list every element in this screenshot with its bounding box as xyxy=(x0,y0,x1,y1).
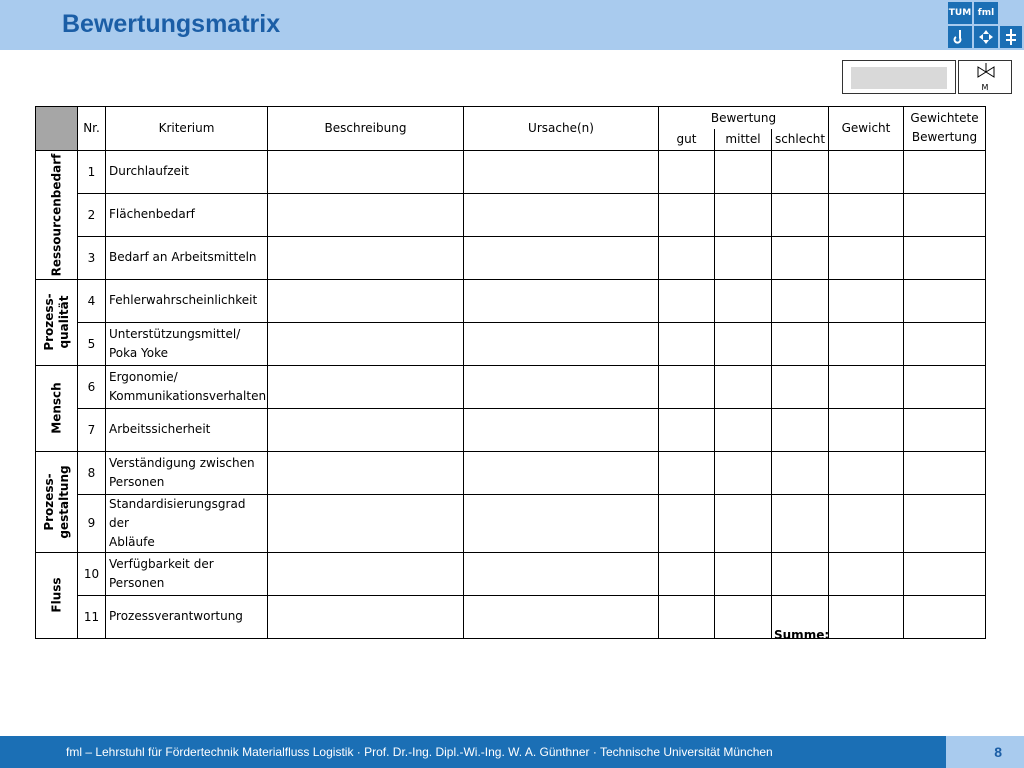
cell-gut[interactable] xyxy=(659,150,715,193)
cell-gewichtete[interactable] xyxy=(904,236,986,279)
row-kriterium: Ergonomie/ Kommunikationsverhalten xyxy=(106,365,268,408)
cell-beschreibung[interactable] xyxy=(268,322,464,365)
row-nr: 10 xyxy=(78,552,106,595)
header-mittel: mittel xyxy=(715,129,772,150)
cell-schlecht[interactable] xyxy=(772,322,829,365)
cell-ursache[interactable] xyxy=(464,322,659,365)
cell-beschreibung[interactable] xyxy=(268,408,464,451)
cell-beschreibung[interactable] xyxy=(268,365,464,408)
header-bewertung: Bewertung xyxy=(659,107,829,130)
cell-beschreibung[interactable] xyxy=(268,552,464,595)
cell-gewicht[interactable] xyxy=(829,552,904,595)
header-gewichtete-line2: Bewertung xyxy=(911,130,978,145)
cell-gewichtete[interactable] xyxy=(904,193,986,236)
valve-icon xyxy=(959,61,1013,85)
summe-label: Summe: xyxy=(774,628,830,642)
page-title: Bewertungsmatrix xyxy=(62,10,281,38)
row-kriterium: Durchlaufzeit xyxy=(106,150,268,193)
cell-schlecht[interactable] xyxy=(772,150,829,193)
level-icon xyxy=(1000,26,1022,48)
row-nr: 9 xyxy=(78,494,106,552)
group-prozessgestaltung: Prozess- gestaltung xyxy=(36,451,78,552)
row-kriterium: Arbeitssicherheit xyxy=(106,408,268,451)
row-kriterium: Prozessverantwortung xyxy=(106,595,268,638)
cell-beschreibung[interactable] xyxy=(268,236,464,279)
row-nr: 2 xyxy=(78,193,106,236)
group-mensch: Mensch xyxy=(36,365,78,451)
cell-ursache[interactable] xyxy=(464,451,659,494)
cell-gewicht[interactable] xyxy=(829,322,904,365)
cell-mittel[interactable] xyxy=(715,595,772,638)
row-nr: 1 xyxy=(78,150,106,193)
cell-ursache[interactable] xyxy=(464,365,659,408)
header-gewichtete-line1: Gewichtete xyxy=(910,111,979,126)
cell-gewichtete[interactable] xyxy=(904,552,986,595)
cell-gewichtete[interactable] xyxy=(904,322,986,365)
cell-gut[interactable] xyxy=(659,595,715,638)
cell-gewichtete[interactable] xyxy=(904,451,986,494)
cell-schlecht[interactable] xyxy=(772,494,829,552)
cell-gewicht[interactable] xyxy=(829,408,904,451)
page-number-box xyxy=(946,736,1024,768)
hook-icon xyxy=(948,26,972,48)
cell-mittel[interactable] xyxy=(715,494,772,552)
header-gewicht: Gewicht xyxy=(829,107,904,151)
cell-gewichtete[interactable] xyxy=(904,595,986,638)
header-gut: gut xyxy=(659,129,715,150)
cell-schlecht[interactable] xyxy=(772,193,829,236)
row-nr: 4 xyxy=(78,279,106,322)
cell-ursache[interactable] xyxy=(464,552,659,595)
cell-beschreibung[interactable] xyxy=(268,494,464,552)
cell-ursache[interactable] xyxy=(464,408,659,451)
cell-gewichtete[interactable] xyxy=(904,408,986,451)
cell-gut[interactable] xyxy=(659,279,715,322)
cell-gut[interactable] xyxy=(659,365,715,408)
group-prozessqualitaet: Prozess- qualität xyxy=(36,279,78,365)
symbol-label: M xyxy=(981,83,989,92)
cell-mittel[interactable] xyxy=(715,322,772,365)
row-nr: 7 xyxy=(78,408,106,451)
cell-schlecht[interactable] xyxy=(772,552,829,595)
evaluation-matrix xyxy=(35,106,986,639)
cell-mittel[interactable] xyxy=(715,193,772,236)
cell-beschreibung[interactable] xyxy=(268,595,464,638)
cell-gewicht[interactable] xyxy=(829,595,904,638)
row-kriterium: Bedarf an Arbeitsmitteln xyxy=(106,236,268,279)
cell-gut[interactable] xyxy=(659,408,715,451)
cell-mittel[interactable] xyxy=(715,451,772,494)
row-nr: 3 xyxy=(78,236,106,279)
cell-gewicht[interactable] xyxy=(829,193,904,236)
cell-mittel[interactable] xyxy=(715,279,772,322)
footer-text: fml – Lehrstuhl für Fördertechnik Materialfluss Logistik · Prof. Dr.-Ing. Dipl.-Wi.-Ing. W. A. Günthner · Technische Universität München xyxy=(66,745,773,759)
cell-gut[interactable] xyxy=(659,451,715,494)
header-ursache: Ursache(n) xyxy=(464,107,659,151)
logo-block xyxy=(946,0,1024,50)
row-kriterium: Unterstützungsmittel/ Poka Yoke xyxy=(106,322,268,365)
header-bar xyxy=(0,0,1024,50)
header-schlecht: schlecht xyxy=(772,129,829,150)
cell-schlecht[interactable] xyxy=(772,236,829,279)
cell-beschreibung[interactable] xyxy=(268,193,464,236)
cell-gewicht[interactable] xyxy=(829,494,904,552)
cell-schlecht[interactable] xyxy=(772,451,829,494)
cell-gewicht[interactable] xyxy=(829,150,904,193)
cell-gewichtete[interactable] xyxy=(904,150,986,193)
cell-ursache[interactable] xyxy=(464,193,659,236)
cell-mittel[interactable] xyxy=(715,150,772,193)
header-nr: Nr. xyxy=(78,107,106,151)
cell-schlecht[interactable] xyxy=(772,279,829,322)
row-nr: 6 xyxy=(78,365,106,408)
cell-gewicht[interactable] xyxy=(829,365,904,408)
cell-ursache[interactable] xyxy=(464,150,659,193)
cell-gewicht[interactable] xyxy=(829,451,904,494)
arrows-icon xyxy=(974,26,998,48)
cell-mittel[interactable] xyxy=(715,365,772,408)
cell-mittel[interactable] xyxy=(715,552,772,595)
valve-symbol xyxy=(958,60,1012,94)
header-kriterium: Kriterium xyxy=(106,107,268,151)
footer-bar xyxy=(0,736,1024,768)
cell-gewicht[interactable] xyxy=(829,279,904,322)
cell-ursache[interactable] xyxy=(464,236,659,279)
row-nr: 5 xyxy=(78,322,106,365)
cell-gewichtete[interactable] xyxy=(904,494,986,552)
cell-ursache[interactable] xyxy=(464,595,659,638)
group-ressourcenbedarf: Ressourcenbedarf xyxy=(36,150,78,279)
cell-schlecht[interactable] xyxy=(772,408,829,451)
cell-mittel[interactable] xyxy=(715,408,772,451)
page-number: 8 xyxy=(994,744,1002,760)
row-kriterium: Verständigung zwischen Personen xyxy=(106,451,268,494)
cell-beschreibung[interactable] xyxy=(268,150,464,193)
row-kriterium: Fehlerwahrscheinlichkeit xyxy=(106,279,268,322)
cell-gewicht[interactable] xyxy=(829,236,904,279)
cell-gut[interactable] xyxy=(659,552,715,595)
cell-gewichtete[interactable] xyxy=(904,279,986,322)
cell-mittel[interactable] xyxy=(715,236,772,279)
cell-beschreibung[interactable] xyxy=(268,279,464,322)
cell-schlecht[interactable] xyxy=(772,365,829,408)
cell-beschreibung[interactable] xyxy=(268,451,464,494)
tum-logo: TUM xyxy=(948,2,972,24)
grey-placeholder-box xyxy=(842,60,956,94)
row-kriterium: Verfügbarkeit der Personen xyxy=(106,552,268,595)
cell-gut[interactable] xyxy=(659,322,715,365)
cell-gut[interactable] xyxy=(659,236,715,279)
row-nr: 8 xyxy=(78,451,106,494)
row-nr: 11 xyxy=(78,595,106,638)
row-kriterium: Standardisierungsgrad der Abläufe xyxy=(106,494,268,552)
fml-logo: fml xyxy=(974,2,998,24)
group-fluss: Fluss xyxy=(36,552,78,638)
corner-cell xyxy=(36,107,78,151)
header-gewichtete-bewertung xyxy=(904,107,986,151)
cell-gewichtete[interactable] xyxy=(904,365,986,408)
cell-ursache[interactable] xyxy=(464,494,659,552)
cell-gut[interactable] xyxy=(659,494,715,552)
cell-gut[interactable] xyxy=(659,193,715,236)
row-kriterium: Flächenbedarf xyxy=(106,193,268,236)
header-beschreibung: Beschreibung xyxy=(268,107,464,151)
cell-ursache[interactable] xyxy=(464,279,659,322)
